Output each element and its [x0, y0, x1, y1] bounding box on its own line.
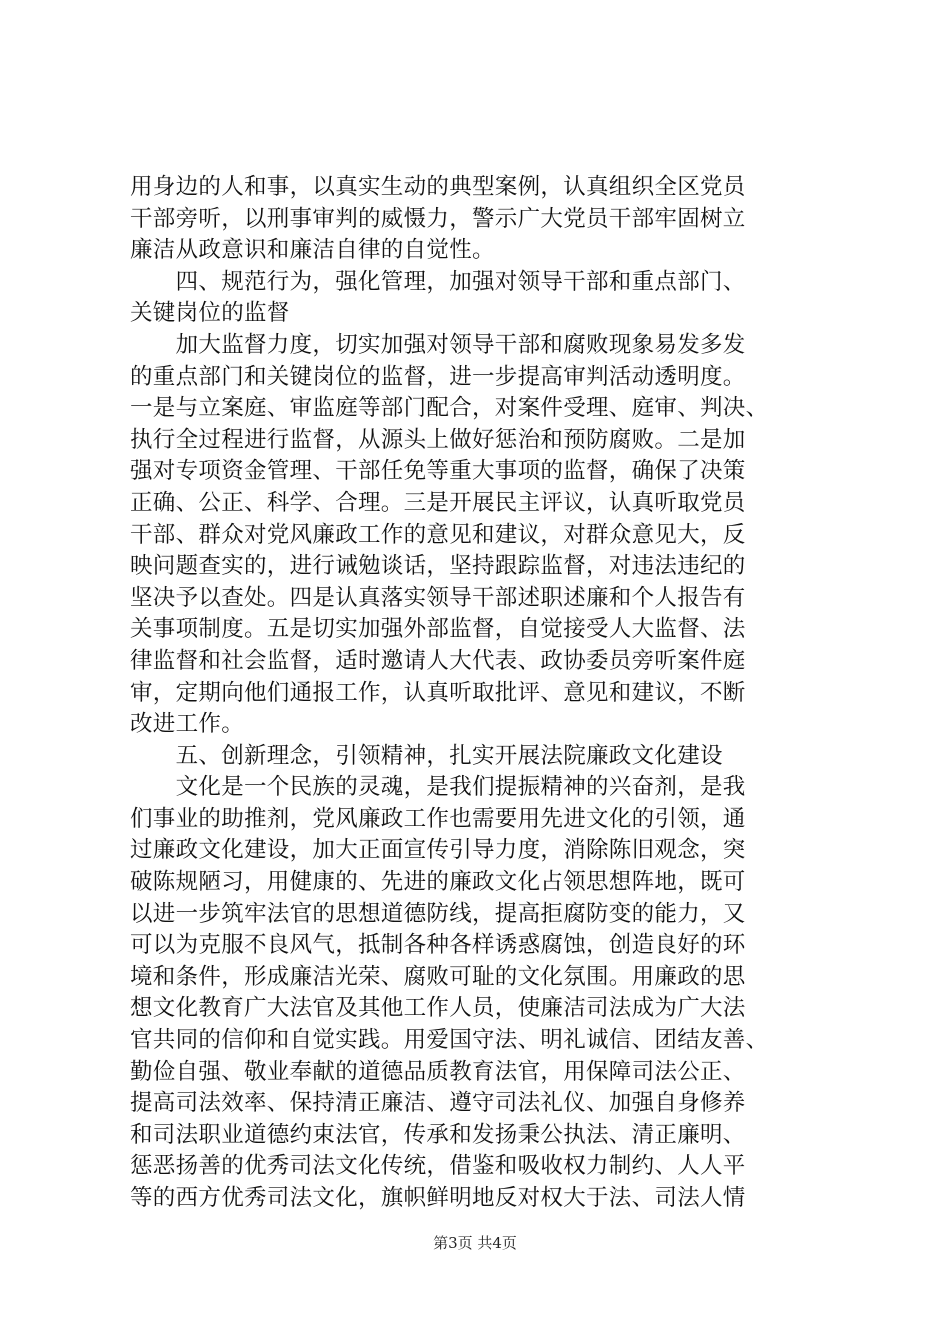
text-line: 干部旁听，以刑事审判的威慑力，警示广大党员干部牢固树立 — [130, 205, 746, 232]
text-line: 勤俭自强、敬业奉献的道德品质教育法官，用保障司法公正、 — [130, 1058, 746, 1085]
text-line: 律监督和社会监督，适时邀请人大代表、政协委员旁听案件庭 — [130, 647, 746, 674]
text-line: 官共同的信仰和自觉实践。用爱国守法、明礼诚信、团结友善、 — [130, 1027, 769, 1054]
text-line: 强对专项资金管理、干部任免等重大事项的监督，确保了决策 — [130, 458, 746, 485]
text-line: 等的西方优秀司法文化，旗帜鲜明地反对权大于法、司法人情 — [130, 1185, 746, 1211]
text-line: 惩恶扬善的优秀司法文化传统，借鉴和吸收权力制约、人人平 — [130, 1153, 746, 1180]
text-line: 用身边的人和事，以真实生动的典型案例，认真组织全区党员 — [130, 174, 746, 200]
text-line: 文化是一个民族的灵魂，是我们提振精神的兴奋剂，是我 — [130, 774, 746, 801]
section-heading-5: 五、创新理念，引领精神，扎实开展法院廉政文化建设 — [130, 742, 723, 769]
text-line: 提高司法效率、保持清正廉洁、遵守司法礼仪、加强自身修养 — [130, 1090, 746, 1117]
section-heading-4: 四、规范行为，强化管理，加强对领导干部和重点部门、 — [130, 268, 746, 295]
text-line: 改进工作。 — [130, 711, 245, 738]
page-footer: 第3页 共4页 — [433, 1234, 517, 1252]
text-line: 加大监督力度，切实加强对领导干部和腐败现象易发多发 — [130, 331, 746, 358]
text-line: 执行全过程进行监督，从源头上做好惩治和预防腐败。二是加 — [130, 426, 746, 453]
text-line: 过廉政文化建设，加大正面宣传引导力度，消除陈旧观念，突 — [130, 837, 746, 864]
text-line: 审，定期向他们通报工作，认真听取批评、意见和建议，不断 — [130, 679, 746, 706]
text-line: 正确、公正、科学、合理。三是开展民主评议，认真听取党员 — [130, 489, 746, 516]
text-line: 和司法职业道德约束法官，传承和发扬秉公执法、清正廉明、 — [130, 1121, 746, 1148]
text-line: 关事项制度。五是切实加强外部监督，自觉接受人大监督、法 — [130, 616, 746, 643]
text-line: 映问题查实的，进行诫勉谈话，坚持跟踪监督，对违法违纪的 — [130, 553, 746, 580]
text-line: 坚决予以查处。四是认真落实领导干部述职述廉和个人报告有 — [130, 584, 746, 611]
text-line: 干部、群众对党风廉政工作的意见和建议，对群众意见大，反 — [130, 521, 746, 548]
text-line: 的重点部门和关键岗位的监督，进一步提高审判活动透明度。 — [130, 363, 746, 390]
text-line: 廉洁从政意识和廉洁自律的自觉性。 — [130, 237, 495, 264]
text-line: 破陈规陋习，用健康的、先进的廉政文化占领思想阵地，既可 — [130, 869, 746, 896]
text-line: 以进一步筑牢法官的思想道德防线，提高拒腐防变的能力，又 — [130, 900, 746, 927]
text-line: 们事业的助推剂，党风廉政工作也需要用先进文化的引领，通 — [130, 805, 746, 832]
text-line: 想文化教育广大法官及其他工作人员，使廉洁司法成为广大法 — [130, 995, 746, 1022]
text-line: 可以为克服不良风气，抵制各种各样诱惑腐蚀，创造良好的环 — [130, 932, 746, 959]
section-heading-4-cont: 关键岗位的监督 — [130, 300, 290, 327]
text-line: 一是与立案庭、审监庭等部门配合，对案件受理、庭审、判决、 — [130, 395, 769, 422]
text-line: 境和条件，形成廉洁光荣、腐败可耻的文化氛围。用廉政的思 — [130, 963, 746, 990]
body-text — [130, 172, 850, 1215]
